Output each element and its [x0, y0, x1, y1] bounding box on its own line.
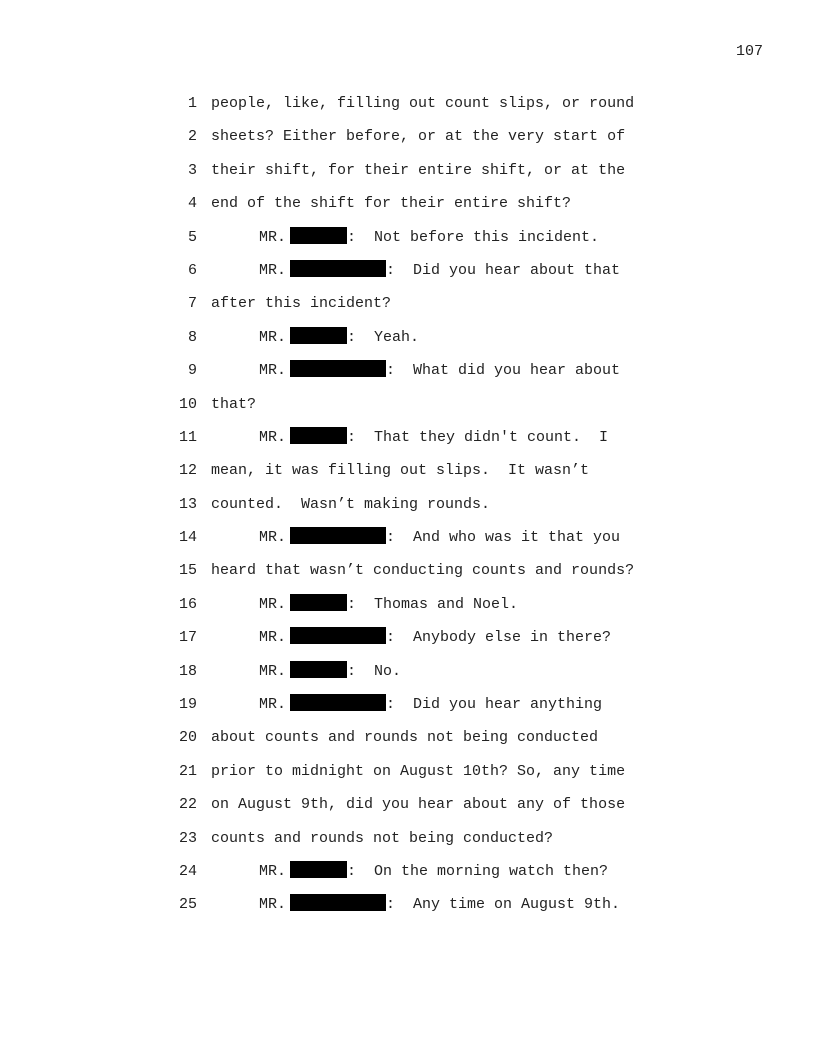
line-number: 14 — [178, 529, 197, 547]
spoken-text: : Did you hear about that — [386, 261, 621, 279]
line-text — [259, 221, 599, 254]
line-text — [211, 154, 625, 187]
transcript-line — [150, 321, 710, 354]
spoken-text: sheets? Either before, or at the very start of — [211, 128, 626, 146]
line-number: 3 — [187, 161, 197, 179]
transcript-body — [150, 87, 710, 922]
line-text — [211, 822, 553, 855]
line-text — [211, 187, 571, 220]
line-text — [211, 287, 391, 320]
line-number: 9 — [187, 362, 197, 380]
transcript-line — [150, 621, 710, 654]
spoken-text: : Thomas and Noel. — [347, 595, 519, 613]
speaker-title: MR. — [259, 228, 287, 246]
spoken-text: after this incident? — [211, 295, 392, 313]
redacted-name — [290, 894, 386, 911]
transcript-line — [150, 421, 710, 454]
line-text — [211, 554, 634, 587]
redacted-name — [290, 861, 347, 878]
transcript-line — [150, 822, 710, 855]
speaker-title: MR. — [259, 261, 287, 279]
line-number: 11 — [178, 428, 197, 446]
line-number: 12 — [178, 462, 197, 480]
speaker-title: MR. — [259, 662, 287, 680]
line-number: 13 — [178, 495, 197, 513]
transcript-line — [150, 254, 710, 287]
line-text — [259, 855, 608, 888]
line-number: 18 — [178, 662, 197, 680]
spoken-text: people, like, filling out count slips, or round — [211, 95, 635, 112]
speaker-title: MR. — [259, 428, 287, 446]
line-text — [259, 621, 611, 654]
line-number: 24 — [178, 862, 197, 880]
redacted-name — [290, 661, 347, 678]
line-number: 21 — [178, 762, 197, 780]
line-number: 1 — [187, 95, 197, 112]
line-text — [211, 788, 625, 821]
spoken-text: : Any time on August 9th. — [386, 896, 621, 914]
transcript-line — [150, 488, 710, 521]
speaker-title: MR. — [259, 328, 287, 346]
line-text — [211, 755, 625, 788]
spoken-text: : No. — [347, 662, 402, 680]
transcript-line — [150, 655, 710, 688]
line-text — [259, 688, 602, 721]
spoken-text: : What did you hear about — [386, 362, 621, 380]
line-text — [259, 354, 620, 387]
transcript-line — [150, 120, 710, 153]
line-text — [211, 388, 256, 421]
spoken-text: heard that wasn’t conducting counts and rounds? — [211, 562, 635, 580]
line-number: 16 — [178, 595, 197, 613]
spoken-text: : Yeah. — [347, 328, 420, 346]
page-number: 107 — [735, 43, 763, 60]
line-number: 6 — [187, 261, 197, 279]
spoken-text: : Did you hear anything — [386, 696, 603, 714]
speaker-title: MR. — [259, 529, 287, 547]
transcript-line — [150, 788, 710, 821]
redacted-name — [290, 527, 386, 544]
speaker-title: MR. — [259, 862, 287, 880]
line-number: 22 — [178, 796, 197, 814]
transcript-line — [150, 688, 710, 721]
transcript-line — [150, 554, 710, 587]
spoken-text: : Anybody else in there? — [386, 629, 612, 647]
line-text — [211, 454, 589, 487]
spoken-text: prior to midnight on August 10th? So, any time — [211, 762, 626, 780]
spoken-text: mean, it was filling out slips. It wasn’t — [211, 462, 590, 480]
speaker-title: MR. — [259, 595, 287, 613]
transcript-line — [150, 287, 710, 320]
speaker-title: MR. — [259, 696, 287, 714]
line-number: 8 — [187, 328, 197, 346]
line-number: 4 — [187, 195, 197, 213]
line-number: 20 — [178, 729, 197, 747]
redacted-name — [290, 260, 386, 277]
speaker-title: MR. — [259, 896, 287, 914]
line-text — [259, 421, 608, 454]
transcript-line — [150, 221, 710, 254]
spoken-text: their shift, for their entire shift, or at the — [211, 161, 626, 179]
transcript-line — [150, 721, 710, 754]
redacted-name — [290, 627, 386, 644]
line-number: 7 — [187, 295, 197, 313]
line-text — [259, 655, 401, 688]
redacted-name — [290, 227, 347, 244]
spoken-text: about counts and rounds not being conducted — [211, 729, 599, 747]
transcript-line — [150, 187, 710, 220]
redacted-name — [290, 594, 347, 611]
spoken-text: counts and rounds not being conducted? — [211, 829, 554, 847]
transcript-line — [150, 454, 710, 487]
transcript-line — [150, 354, 710, 387]
line-text — [211, 87, 634, 120]
spoken-text: : Not before this incident. — [347, 228, 600, 246]
line-text — [259, 254, 620, 287]
transcript-line — [150, 87, 710, 120]
spoken-text: : That they didn't count. I — [347, 428, 609, 446]
line-text — [259, 888, 620, 921]
line-number: 17 — [178, 629, 197, 647]
line-number: 25 — [178, 896, 197, 914]
line-number: 19 — [178, 696, 197, 714]
transcript-line — [150, 521, 710, 554]
line-number: 5 — [187, 228, 197, 246]
transcript-line — [150, 388, 710, 421]
redacted-name — [290, 327, 347, 344]
line-text — [211, 488, 490, 521]
line-text — [259, 588, 518, 621]
speaker-title: MR. — [259, 629, 287, 647]
redacted-name — [290, 427, 347, 444]
transcript-line — [150, 154, 710, 187]
line-number: 23 — [178, 829, 197, 847]
line-text — [259, 521, 620, 554]
line-number: 2 — [187, 128, 197, 146]
line-text — [211, 120, 625, 153]
spoken-text: counted. Wasn’t making rounds. — [211, 495, 491, 513]
line-text — [259, 321, 419, 354]
redacted-name — [290, 360, 386, 377]
line-number: 10 — [178, 395, 197, 413]
spoken-text: on August 9th, did you hear about any of those — [211, 796, 626, 814]
transcript-line — [150, 888, 710, 921]
spoken-text: that? — [211, 395, 257, 413]
spoken-text: : And who was it that you — [386, 529, 621, 547]
spoken-text: end of the shift for their entire shift? — [211, 195, 572, 213]
transcript-line — [150, 755, 710, 788]
line-text — [211, 721, 598, 754]
speaker-title: MR. — [259, 362, 287, 380]
spoken-text: : On the morning watch then? — [347, 862, 609, 880]
transcript-line — [150, 588, 710, 621]
transcript-line — [150, 855, 710, 888]
line-number: 15 — [178, 562, 197, 580]
redacted-name — [290, 694, 386, 711]
